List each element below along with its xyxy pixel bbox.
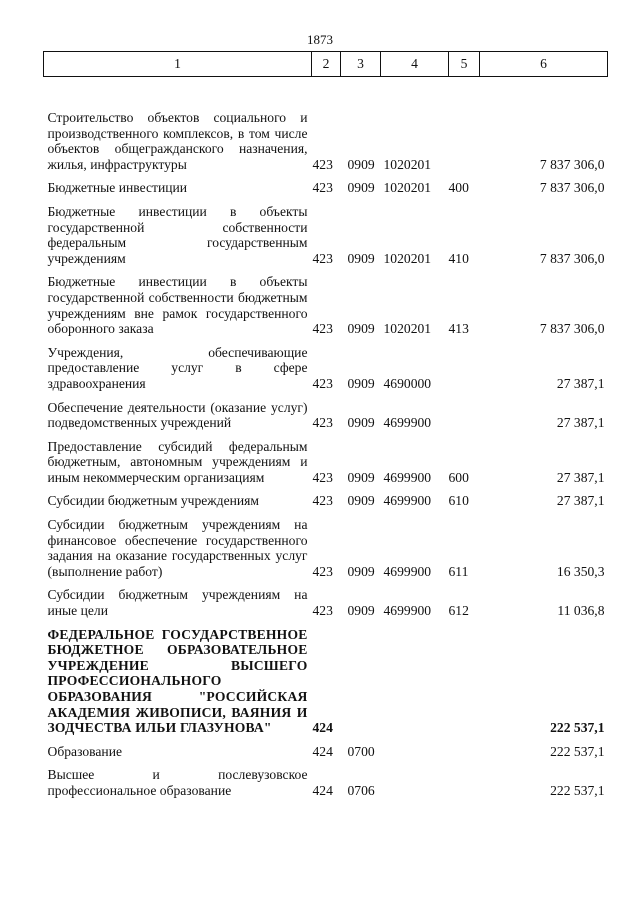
- row-col-5: [449, 759, 480, 798]
- row-col-2: 423: [312, 603, 333, 619]
- row-col-4: 4699900: [383, 415, 432, 431]
- row-col-5: 600: [448, 469, 469, 485]
- row-name: Субсидии бюджетным учреждениям на финансовое обеспечение государственного задания на оказание государственных услуг (выполнение работ): [47, 517, 308, 579]
- row-col-3: 0700: [347, 743, 375, 759]
- row-amount: 11 036,8: [557, 603, 605, 619]
- row-col-4: 4699900: [383, 469, 432, 485]
- header-col-6: 6: [480, 52, 608, 77]
- budget-table: [43, 51, 608, 799]
- row-col-3: 0909: [347, 180, 375, 196]
- row-col-4: 1020201: [383, 180, 432, 196]
- row-col-3: 0706: [347, 782, 375, 798]
- row-name: ФЕДЕРАЛЬНОЕ ГОСУДАРСТВЕННОЕ БЮДЖЕТНОЕ ОБРАЗОВАТЕЛЬНОЕ УЧРЕЖДЕНИЕ ВЫСШЕГО ПРОФЕССИОНАЛЬНОГО ОБРАЗОВАНИЯ "РОССИЙСКАЯ АКАДЕМИЯ ЖИВОПИСИ, ВАЯНИЯ И ЗОДЧЕСТВА ИЛЬИ ГЛАЗУНОВА": [47, 626, 308, 736]
- row-name: Строительство объектов социального и производственного комплексов, в том числе объектов общегражданского назначения, жилья, инфраструктуры: [47, 110, 308, 172]
- header-row: [44, 52, 608, 77]
- table-row: [44, 196, 608, 266]
- row-col-5: 410: [448, 250, 469, 266]
- row-col-3: 0909: [347, 493, 375, 509]
- row-amount: 7 837 306,0: [539, 321, 605, 337]
- row-col-5: 400: [448, 180, 469, 196]
- row-name: Субсидии бюджетным учреждениям на иные цели: [47, 587, 308, 619]
- header-col-1: 1: [44, 52, 312, 77]
- row-amount: 27 387,1: [556, 469, 605, 485]
- table-row: [44, 337, 608, 392]
- row-col-4: 4699900: [383, 603, 432, 619]
- row-col-2: 423: [312, 156, 333, 172]
- row-col-5: [449, 77, 480, 173]
- row-col-4: 4699900: [383, 563, 432, 579]
- row-name: Образование: [47, 743, 123, 759]
- row-col-2: 424: [312, 743, 333, 759]
- table-row-organization: [44, 619, 608, 736]
- table-row: [44, 485, 608, 509]
- row-col-3: 0909: [347, 156, 375, 172]
- row-amount: 7 837 306,0: [539, 156, 605, 172]
- row-amount: 222 537,1: [550, 720, 605, 736]
- table-header: [44, 52, 608, 77]
- table-row: [44, 77, 608, 173]
- row-col-3: 0909: [347, 563, 375, 579]
- row-col-4: 1020201: [383, 250, 432, 266]
- table-row: [44, 392, 608, 431]
- row-amount: 16 350,3: [556, 563, 605, 579]
- row-col-2: 423: [312, 180, 333, 196]
- row-amount: 222 537,1: [550, 782, 605, 798]
- row-col-5: 413: [448, 321, 469, 337]
- header-col-2: 2: [312, 52, 341, 77]
- row-name: Бюджетные инвестиции: [47, 180, 188, 196]
- table-row: [44, 431, 608, 486]
- row-col-4: [381, 736, 449, 760]
- row-amount: 27 387,1: [556, 375, 605, 391]
- row-amount: 7 837 306,0: [539, 250, 605, 266]
- row-name: Субсидии бюджетным учреждениям: [47, 493, 260, 509]
- row-col-5: [449, 736, 480, 760]
- row-amount: 7 837 306,0: [539, 180, 605, 196]
- row-col-4: 4690000: [383, 375, 432, 391]
- header-col-5: 5: [449, 52, 480, 77]
- row-name: Обеспечение деятельности (оказание услуг) подведомственных учреждений: [47, 399, 308, 431]
- row-col-3: 0909: [347, 375, 375, 391]
- table-row: [44, 736, 608, 760]
- row-col-3: 0909: [347, 469, 375, 485]
- table-row: [44, 266, 608, 336]
- row-col-5: 610: [448, 493, 469, 509]
- row-col-4: 1020201: [383, 321, 432, 337]
- row-name: Бюджетные инвестиции в объекты государственной собственности федеральным государственным учреждениям: [47, 203, 308, 266]
- row-col-2: 423: [312, 415, 333, 431]
- row-col-4: 1020201: [383, 156, 432, 172]
- table-row: [44, 509, 608, 579]
- row-name: Учреждения, обеспечивающие предоставление услуг в сфере здравоохранения: [47, 344, 308, 391]
- row-col-5: [449, 392, 480, 431]
- row-col-4: [381, 759, 449, 798]
- row-col-3: 0909: [347, 603, 375, 619]
- header-col-4: 4: [381, 52, 449, 77]
- row-amount: 27 387,1: [556, 493, 605, 509]
- row-col-2: 424: [312, 720, 333, 736]
- row-amount: 27 387,1: [556, 415, 605, 431]
- row-name: Бюджетные инвестиции в объекты государственной собственности бюджетным учреждениям вне рамок государственного оборонного заказа: [47, 274, 308, 337]
- row-col-2: 423: [312, 469, 333, 485]
- header-col-3: 3: [341, 52, 381, 77]
- table-row: [44, 172, 608, 196]
- table-row: [44, 759, 608, 798]
- row-name: Высшее и послевузовское профессиональное образование: [47, 767, 308, 798]
- page-number: 1873: [307, 32, 333, 47]
- row-col-3: 0909: [347, 415, 375, 431]
- table-body: [44, 77, 608, 799]
- row-col-5: 612: [448, 603, 469, 619]
- row-col-2: 423: [312, 250, 333, 266]
- row-col-5: [449, 337, 480, 392]
- row-col-2: 423: [312, 563, 333, 579]
- row-col-2: 423: [312, 375, 333, 391]
- row-col-5: 611: [448, 563, 469, 579]
- row-col-2: 424: [312, 782, 333, 798]
- row-col-3: 0909: [347, 321, 375, 337]
- row-col-4: 4699900: [383, 493, 432, 509]
- row-name: Предоставление субсидий федеральным бюджетным, автономным учреждениям и иным некоммерческим организациям: [47, 438, 308, 485]
- row-col-3: 0909: [347, 250, 375, 266]
- row-col-2: 423: [312, 493, 333, 509]
- row-col-2: 423: [312, 321, 333, 337]
- row-amount: 222 537,1: [550, 743, 605, 759]
- row-col-5: [449, 619, 480, 736]
- row-col-3: [341, 619, 381, 736]
- table-row: [44, 579, 608, 618]
- row-col-4: [381, 619, 449, 736]
